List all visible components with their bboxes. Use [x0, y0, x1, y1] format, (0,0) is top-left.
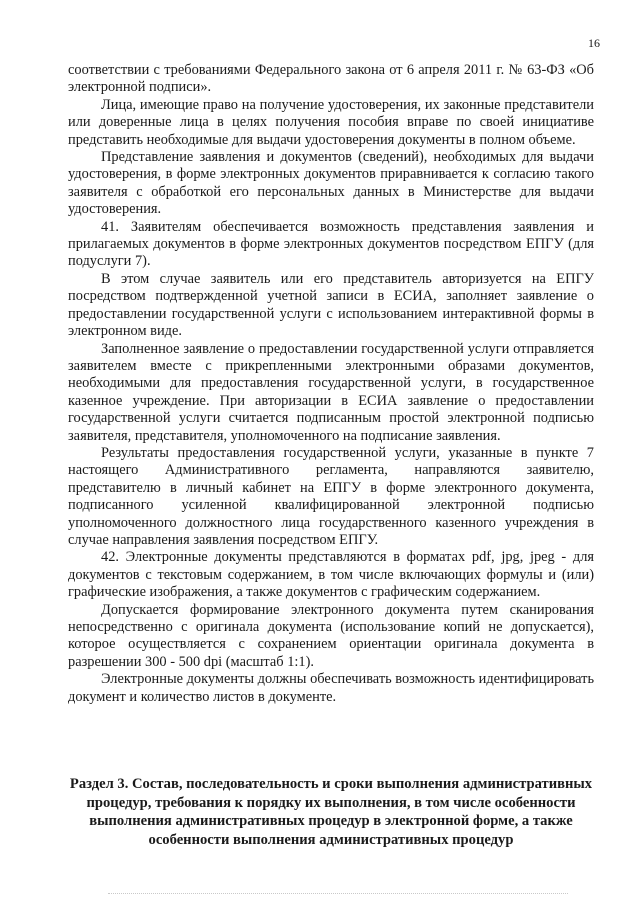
paragraph-item-42: 42. Электронные документы представляются в форматах pdf, jpg, jpeg - для документов с текстовым содержанием, в том числе включающих формулы и (или) графические изображения, а также документов с графическим содержанием.	[68, 549, 594, 601]
page-bottom-edge	[108, 893, 568, 897]
paragraph-applicants-rights: Лица, имеющие право на получение удостоверения, их законные представители или доверенные лица в целях получения пособия вправе по своей инициативе представить необходимые для выдачи удостоверения документы в полном объеме.	[68, 96, 594, 148]
paragraph-completed-application: Заполненное заявление о предоставлении государственной услуги отправляется заявителем вместе с прикрепленными электронными образами документов, необходимыми для предоставления государственной услуги, в государственное казенное учреждение. При авторизации в ЕСИА заявление о предоставлении государственной услуги считается подписанным простой электронной подписью заявителя, представителя, уполномоченного на подписание заявления.	[68, 340, 594, 444]
document-body	[68, 62, 594, 706]
paragraph-continuation: соответствии с требованиями Федерального закона от 6 апреля 2011 г. № 63-ФЗ «Об электронной подписи».	[68, 62, 594, 96]
page-number: 16	[588, 36, 600, 50]
paragraph-scanning: Допускается формирование электронного документа путем сканирования непосредственно с оригинала документа (использование копий не допускается), которое осуществляется с сохранением ориентации оригинала документа в разрешении 300 - 500 dpi (масштаб 1:1).	[68, 601, 594, 670]
paragraph-identification: Электронные документы должны обеспечивать возможность идентифицировать документ и количество листов в документе.	[68, 671, 595, 705]
paragraph-consent: Представление заявления и документов (сведений), необходимых для выдачи удостоверения, в форме электронных документов приравнивается к согласию такого заявителя с обработкой его персональных данных в Министерстве для выдачи удостоверения.	[68, 149, 594, 218]
paragraph-results: Результаты предоставления государственной услуги, указанные в пункте 7 настоящего Административного регламента, направляются заявителю, представителю в личный кабинет на ЕПГУ в форме электронного документа, подписанного усиленной квалифицированной электронной подписью уполномоченного должностного лица государственного казенного учреждения в случае направления заявления посредством ЕПГУ.	[68, 444, 594, 548]
paragraph-esia-authorization: В этом случае заявитель или его представитель авторизуется на ЕПГУ посредством подтвержденной учетной записи в ЕСИА, заполняет заявление о предоставлении государственной услуги с использованием интерактивной формы в электронном виде.	[68, 270, 594, 340]
paragraph-item-41: 41. Заявителям обеспечивается возможность представления заявления и прилагаемых документов в форме электронных документов посредством ЕПГУ (для подуслуги 7).	[68, 218, 594, 270]
section-3-heading: Раздел 3. Состав, последовательность и сроки выполнения административных процедур, требования к порядку их выполнения, в том числе особенности выполнения административных процедур в электронной форме, а также особенности выполнения административных процедур	[69, 776, 593, 848]
